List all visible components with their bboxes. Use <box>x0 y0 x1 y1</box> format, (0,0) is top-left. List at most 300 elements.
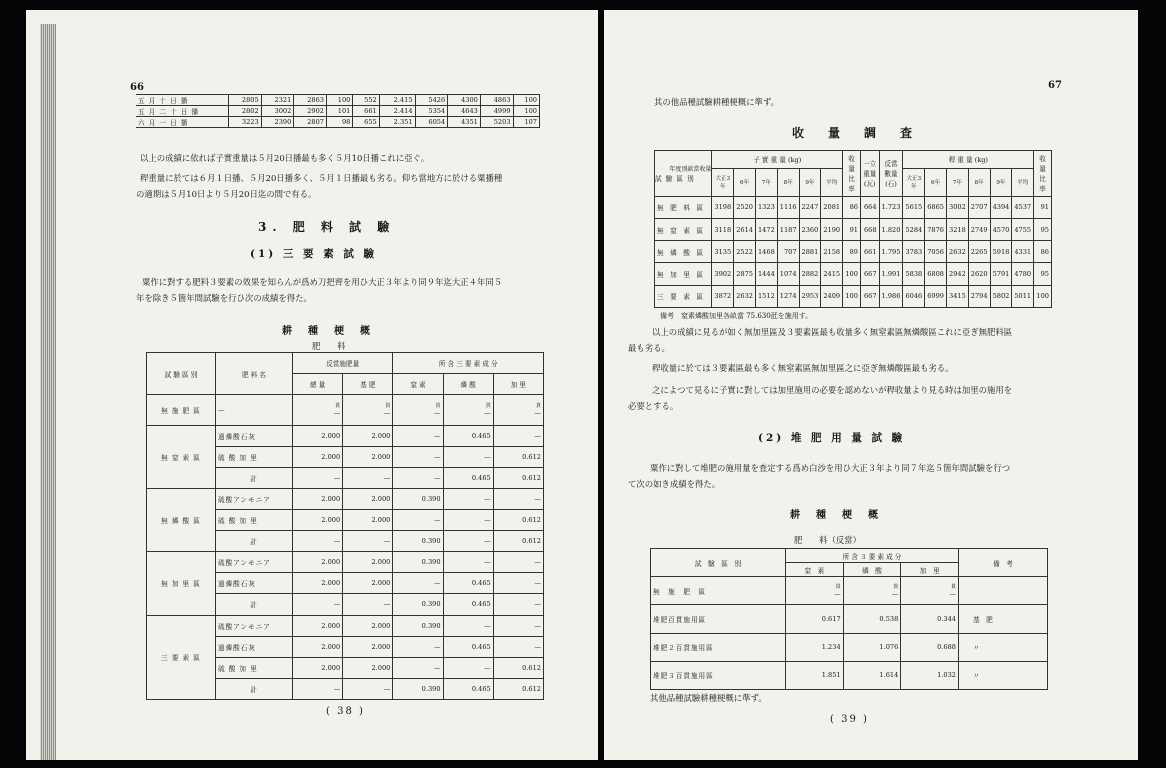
table-cell: 3002 <box>947 196 969 218</box>
table-cell: 3135 <box>712 241 734 263</box>
table-cell: 4643 <box>448 106 481 117</box>
table-cell: — <box>443 615 493 636</box>
row-label: 無 窒 素 區 <box>655 218 712 240</box>
left-paragraph-4: 粟作に對する肥料３要素の效果を知らんが爲め刀把齊を用ひ大正３年より同９年迄大正４年同５ <box>142 277 503 287</box>
table-cell: 2321 <box>261 95 294 106</box>
table-cell: 0.612 <box>493 467 543 488</box>
table-cell: 3872 <box>712 285 734 307</box>
table-cell: 91 <box>1034 196 1052 218</box>
table-cell: 3002 <box>261 106 294 117</box>
column-group-header: 反當施肥量 <box>293 353 393 374</box>
table-cell: — <box>343 531 393 552</box>
group-label: 無 加 里 區 <box>147 552 216 615</box>
table-cell: 552 <box>353 95 379 106</box>
unit-label: 貫 <box>385 403 391 410</box>
table-cell: 2360 <box>799 218 821 240</box>
right-subsection-heading: (2) 堆 肥 用 量 試 驗 <box>758 432 906 444</box>
table-cell: 0.390 <box>393 615 443 636</box>
fertilizer-name: 硫 酸 加 里 <box>216 446 293 467</box>
table-cell: 2881 <box>799 241 821 263</box>
table-cell: 貫 — <box>843 577 901 605</box>
row-label: 三 要 素 區 <box>655 285 712 307</box>
year-header: 大正3年 <box>903 168 925 196</box>
table-cell: 89 <box>843 241 861 263</box>
table-cell: — <box>443 531 493 552</box>
table-cell: 1.032 <box>901 661 959 689</box>
table-cell: 1444 <box>755 263 777 285</box>
table-cell: 3783 <box>903 241 925 263</box>
corner-top-label: 年度別畝當收量 <box>669 165 712 173</box>
table-cell: 6865 <box>925 196 947 218</box>
row-label: 五 月 十 日 播 <box>136 95 229 106</box>
year-header: 大正3年 <box>712 168 734 196</box>
table-cell: — <box>343 594 393 615</box>
table-cell: — <box>393 510 443 531</box>
column-header: 加 里 <box>493 374 543 395</box>
table-cell: 107 <box>513 117 539 128</box>
table-cell: 0.688 <box>901 633 959 661</box>
table-cell: 4863 <box>480 95 513 106</box>
column-header: 收量比率 <box>1034 151 1052 197</box>
table-cell: 貫 — <box>393 395 443 426</box>
table-cell: 貫 — <box>786 577 844 605</box>
unit-label: 貫 <box>485 403 491 410</box>
table-cell: 0.390 <box>393 489 443 510</box>
table-cell: 2.000 <box>293 657 343 678</box>
compost-table <box>650 548 1048 690</box>
table-cell: 2.000 <box>343 573 393 594</box>
table-cell: 3198 <box>712 196 734 218</box>
left-table-caption: 耕 種 梗 概 <box>282 326 373 337</box>
table-cell: 2415 <box>821 263 843 285</box>
table-cell: 4780 <box>1012 263 1034 285</box>
year-header: 9年 <box>990 168 1012 196</box>
table-cell: 2.000 <box>293 636 343 657</box>
right-page <box>604 10 1138 760</box>
table-cell: 661 <box>353 106 379 117</box>
table-cell: 1.614 <box>843 661 901 689</box>
unit-label: 貫 <box>893 584 899 591</box>
table-cell: 0.390 <box>393 678 443 699</box>
table-cell: 2794 <box>968 285 990 307</box>
row-label: 無 肥 料 區 <box>655 196 712 218</box>
table-cell: 2953 <box>799 285 821 307</box>
table-cell: 4394 <box>990 196 1012 218</box>
table-cell: 1274 <box>777 285 799 307</box>
table-cell: 3218 <box>947 218 969 240</box>
table-header-row <box>655 151 1052 169</box>
table-cell: 5802 <box>990 285 1012 307</box>
right-paragraph-4: 之によつて見るに子實に對しては加里施用の必要を認めないが稈收量より見る時は加里の施用を <box>652 385 1013 395</box>
column-group-header: 稈 重 量 (kg) <box>903 151 1034 169</box>
fertilizer-name: 硫 酸 加 里 <box>216 657 293 678</box>
unit-label: 貫 <box>950 584 956 591</box>
table-cell: 貫 — <box>343 395 393 426</box>
table-header-row <box>651 549 1048 563</box>
table-cell: 0.612 <box>493 678 543 699</box>
right-title: 收 量 調 査 <box>792 126 919 140</box>
table-cell: — <box>493 489 543 510</box>
table-cell: 貫 — <box>493 395 543 426</box>
left-table-subcaption: 肥 料 <box>312 341 346 351</box>
table-cell: 655 <box>353 117 379 128</box>
table-cell: 95 <box>1034 218 1052 240</box>
table-cell: 0.465 <box>443 467 493 488</box>
table-cell: 0.612 <box>493 657 543 678</box>
year-header: 7年 <box>947 168 969 196</box>
table-cell: 2.000 <box>343 510 393 531</box>
table-cell: 2632 <box>947 241 969 263</box>
fertilizer-name: 計 <box>216 594 293 615</box>
table-cell: 667 <box>860 285 879 307</box>
row-label: 堆肥２百貫施用區 <box>651 633 786 661</box>
table-cell: 2.000 <box>293 510 343 531</box>
table-cell: 0.465 <box>443 636 493 657</box>
table-cell: 5426 <box>415 95 448 106</box>
right-table-caption: 耕 種 梗 概 <box>790 510 881 521</box>
table-cell: 100 <box>1034 285 1052 307</box>
column-header: 燐 酸 <box>443 374 493 395</box>
table-cell: 5791 <box>990 263 1012 285</box>
left-page-number: 66 <box>130 82 144 93</box>
table-row <box>655 241 1052 263</box>
table-cell: 100 <box>843 263 861 285</box>
table-cell: 2265 <box>968 241 990 263</box>
unit-label: 貫 <box>335 403 341 410</box>
left-paragraph-3: の適期は５月10日より５月20日迄の間で有る。 <box>136 189 317 199</box>
table-cell: 7876 <box>925 218 947 240</box>
table-cell: 1468 <box>755 241 777 263</box>
table-row <box>655 218 1052 240</box>
table-cell: 貫 — <box>293 395 343 426</box>
table-cell: 2.000 <box>293 552 343 573</box>
column-header: 總 量 <box>293 374 343 395</box>
table-cell: 2.351 <box>379 117 415 128</box>
table-cell: 5918 <box>990 241 1012 263</box>
group-label: 無 窒 素 區 <box>147 425 216 488</box>
row-label: 五 月 二 十 日 播 <box>136 106 229 117</box>
fertilizer-name: 計 <box>216 531 293 552</box>
fertilizer-name: 計 <box>216 678 293 699</box>
table-cell: 5615 <box>903 196 925 218</box>
table-cell: — <box>393 446 443 467</box>
table-cell: 100 <box>513 106 539 117</box>
group-label: 無 施 肥 區 <box>147 395 216 426</box>
table-cell: 661 <box>860 241 879 263</box>
year-header: 6年 <box>925 168 947 196</box>
fertilizer-name: 硫 酸 加 里 <box>216 510 293 531</box>
table-cell: 1074 <box>777 263 799 285</box>
table-cell: 4300 <box>448 95 481 106</box>
table-cell: 1323 <box>755 196 777 218</box>
year-header: 7年 <box>755 168 777 196</box>
fertilizer-name: 過燐酸石灰 <box>216 573 293 594</box>
left-section-heading: 3. 肥 料 試 驗 <box>258 220 396 234</box>
table-cell: 2190 <box>821 218 843 240</box>
table-cell: 1187 <box>777 218 799 240</box>
column-header: 窒 素 <box>786 563 844 577</box>
right-paragraph-6: 粟作に對して堆肥の施用量を査定する爲め白沙を用ひ大正３年より同７年迄５箇年間試驗を行つ <box>650 463 1011 473</box>
table-cell: — <box>393 425 443 446</box>
fertilizer-name: — <box>216 395 293 426</box>
table-cell: 2749 <box>968 218 990 240</box>
table-cell: 0.390 <box>393 531 443 552</box>
table-cell: 2.000 <box>343 552 393 573</box>
fertilizer-name: 過燐酸石灰 <box>216 425 293 446</box>
right-note: 備考 窒素燐酸加里各畝當 75.630瓩を施用す。 <box>660 312 813 320</box>
table-cell: 2802 <box>229 106 262 117</box>
column-group-header: 所 含 三 要 素 成 分 <box>393 353 544 374</box>
table-cell: 100 <box>513 95 539 106</box>
table-cell: 2.000 <box>293 489 343 510</box>
table-cell: 2.414 <box>379 106 415 117</box>
table-cell: 0.344 <box>901 605 959 633</box>
right-paragraph-7: て次の如き成績を得た。 <box>628 479 721 489</box>
table-cell: 4755 <box>1012 218 1034 240</box>
table-cell: — <box>293 678 343 699</box>
table-cell: 0.465 <box>443 573 493 594</box>
group-label: 三 要 素 區 <box>147 615 216 699</box>
table-cell: 4331 <box>1012 241 1034 263</box>
left-subsection-heading: (1) 三 要 素 試 驗 <box>250 248 378 260</box>
table-cell: 0.390 <box>393 552 443 573</box>
table-cell: 707 <box>777 241 799 263</box>
table-cell: 3415 <box>947 285 969 307</box>
table-cell: 4999 <box>480 106 513 117</box>
table-row <box>655 285 1052 307</box>
table-cell: 100 <box>326 95 352 106</box>
table-cell: 2632 <box>734 285 756 307</box>
table-cell: 2.000 <box>343 615 393 636</box>
remark-cell: 〃 <box>959 633 1048 661</box>
right-paragraph-2: 最も劣る。 <box>628 343 670 353</box>
table-cell: — <box>443 510 493 531</box>
column-header: 基 肥 <box>343 374 393 395</box>
table-cell: 3118 <box>712 218 734 240</box>
column-header: 試 驗 區 別 <box>651 549 786 577</box>
left-page <box>26 10 598 760</box>
remark-cell <box>959 577 1048 605</box>
fertilizer-table <box>146 352 544 700</box>
column-header: 燐 酸 <box>843 563 901 577</box>
table-row <box>651 605 1048 633</box>
table-cell: 5011 <box>1012 285 1034 307</box>
table-cell: 2081 <box>821 196 843 218</box>
table-cell: 2.000 <box>343 425 393 446</box>
table-cell: 2614 <box>734 218 756 240</box>
table-cell: 2942 <box>947 263 969 285</box>
fertilizer-name: 硫酸アンモニア <box>216 615 293 636</box>
column-header: 備 考 <box>959 549 1048 577</box>
year-header: 平均 <box>821 168 843 196</box>
table-cell: 2863 <box>294 95 327 106</box>
right-page-number: 67 <box>1048 80 1062 91</box>
table-cell: 2.000 <box>293 425 343 446</box>
table-row <box>136 106 540 117</box>
table-row <box>147 395 544 426</box>
fertilizer-name: 硫酸アンモニア <box>216 552 293 573</box>
table-row <box>147 489 544 510</box>
remark-cell: 〃 <box>959 661 1048 689</box>
right-line-end: 其他品種試驗耕種梗概に準ず。 <box>650 693 767 703</box>
right-paragraph-5: 必要とする。 <box>628 401 679 411</box>
table-cell: 667 <box>860 263 879 285</box>
remark-cell: 基 肥 <box>959 605 1048 633</box>
table-row <box>655 196 1052 218</box>
table-cell: 0.612 <box>493 510 543 531</box>
table-cell: 2158 <box>821 241 843 263</box>
table-cell: 貫 — <box>443 395 493 426</box>
table-cell: 7056 <box>925 241 947 263</box>
table-cell: — <box>293 594 343 615</box>
row-label: 堆肥３百貫施用區 <box>651 661 786 689</box>
table-cell: 0.612 <box>493 446 543 467</box>
left-paragraph-2: 稈重量に於ては６月１日播、５月20日播多く、５月１日播最も劣る。仰ち當地方に於ける粟播種 <box>140 173 503 183</box>
table-cell: — <box>343 467 393 488</box>
table-cell: — <box>443 446 493 467</box>
table-cell: — <box>493 615 543 636</box>
table-cell: 100 <box>843 285 861 307</box>
column-group-header: 所 含 ３ 要 素 成 分 <box>786 549 959 563</box>
table-cell: 5203 <box>480 117 513 128</box>
table-cell: 2409 <box>821 285 843 307</box>
table-cell: 98 <box>326 117 352 128</box>
table-cell: — <box>393 573 443 594</box>
table-cell: — <box>443 489 493 510</box>
column-header: 試 驗 區 別 <box>147 353 216 395</box>
column-group-header: 子 實 重 量 (kg) <box>712 151 843 169</box>
table-cell: 2707 <box>968 196 990 218</box>
table-cell: 3902 <box>712 263 734 285</box>
table-cell: — <box>443 552 493 573</box>
table-cell: 3223 <box>229 117 262 128</box>
year-header: 8年 <box>968 168 990 196</box>
table-cell: 0.465 <box>443 594 493 615</box>
right-paragraph-3: 稈收量に於ては３要素區最も多く無窒素區無加里區之に亞ぎ無燐酸區最も劣る。 <box>652 363 954 373</box>
table-cell: — <box>443 657 493 678</box>
year-header: 8年 <box>777 168 799 196</box>
table-cell: — <box>393 636 443 657</box>
year-header: 9年 <box>799 168 821 196</box>
fertilizer-name: 計 <box>216 467 293 488</box>
table-cell: 4537 <box>1012 196 1034 218</box>
table-cell: — <box>393 467 443 488</box>
column-header: 肥 料 名 <box>216 353 293 395</box>
table-cell: 2522 <box>734 241 756 263</box>
table-cell: 2247 <box>799 196 821 218</box>
column-header: 一立重量(瓦) <box>860 151 879 197</box>
year-header: 6年 <box>734 168 756 196</box>
right-paragraph-1: 以上の成績に見るが如く無加里區及３要素區最も收量多く無窒素區無燐酸區これに亞ぎ無肥料區 <box>652 327 1013 337</box>
row-label: 無 燐 酸 區 <box>655 241 712 263</box>
table-cell: 5354 <box>415 106 448 117</box>
right-line-1: 其の他品種試驗耕種梗概に準ず。 <box>654 97 779 107</box>
table-cell: 86 <box>1034 241 1052 263</box>
table-cell: 1.851 <box>786 661 844 689</box>
right-page-footer: ( 39 ) <box>830 714 869 725</box>
table-header-row <box>147 353 544 374</box>
group-label: 無 燐 酸 區 <box>147 489 216 552</box>
column-header: 反當數量(石) <box>879 151 903 197</box>
row-label: 無 加 里 區 <box>655 263 712 285</box>
table-cell: 4351 <box>448 117 481 128</box>
table-cell: 2807 <box>294 117 327 128</box>
table-cell: 2520 <box>734 196 756 218</box>
table-cell: 1.234 <box>786 633 844 661</box>
left-page-footer: ( 38 ) <box>326 706 365 717</box>
table-cell: — <box>293 531 343 552</box>
left-paragraph-5: 年を除き５箇年間試驗を行ひ次の成績を得た。 <box>136 293 312 303</box>
table-cell: 6054 <box>415 117 448 128</box>
column-header: 收量比率 <box>843 151 861 197</box>
table-cell: 2390 <box>261 117 294 128</box>
right-table-subcaption: 肥 料（反當） <box>794 535 861 545</box>
column-header: 窒 素 <box>393 374 443 395</box>
table-row <box>136 95 540 106</box>
table-row <box>147 615 544 636</box>
table-cell: 1.076 <box>843 633 901 661</box>
table-cell: 101 <box>326 106 352 117</box>
table-cell: 1116 <box>777 196 799 218</box>
row-label: 無 施 肥 區 <box>651 577 786 605</box>
table-cell: 2.000 <box>293 446 343 467</box>
table-cell: 2882 <box>799 263 821 285</box>
table-cell: 2.000 <box>343 657 393 678</box>
table-cell: 2.000 <box>343 489 393 510</box>
table-cell: 6046 <box>903 285 925 307</box>
table-cell: 2620 <box>968 263 990 285</box>
table-cell: 0.465 <box>443 678 493 699</box>
table-cell: 5838 <box>903 263 925 285</box>
table-cell: 貫 — <box>901 577 959 605</box>
table-cell: 1.723 <box>879 196 903 218</box>
table-cell: 1.986 <box>879 285 903 307</box>
table-row <box>651 633 1048 661</box>
table-row <box>147 425 544 446</box>
table-cell: 5284 <box>903 218 925 240</box>
table-cell: 2875 <box>734 263 756 285</box>
table-cell: 4570 <box>990 218 1012 240</box>
table-cell: 1.820 <box>879 218 903 240</box>
column-header: 加 里 <box>901 563 959 577</box>
fertilizer-name: 硫酸アンモニア <box>216 489 293 510</box>
table-cell: 1.991 <box>879 263 903 285</box>
table-cell: 2902 <box>294 106 327 117</box>
table-cell: 664 <box>860 196 879 218</box>
table-cell: 6999 <box>925 285 947 307</box>
table-cell: 2.000 <box>343 446 393 467</box>
unit-label: 貫 <box>835 584 841 591</box>
table-cell: — <box>493 552 543 573</box>
table-cell: — <box>393 657 443 678</box>
table-cell: 668 <box>860 218 879 240</box>
corner-bottom-label: 試 驗 區 別 <box>655 174 695 183</box>
page-edge-stack <box>40 24 56 760</box>
table-cell: 95 <box>1034 263 1052 285</box>
table-cell: 2.000 <box>293 615 343 636</box>
table-row <box>651 661 1048 689</box>
corner-header <box>655 151 712 197</box>
table-cell: 0.465 <box>443 425 493 446</box>
table-cell: 2805 <box>229 95 262 106</box>
sowing-date-results-table <box>136 94 540 128</box>
table-cell: — <box>493 594 543 615</box>
yield-survey-table <box>654 150 1052 308</box>
table-cell: 2.000 <box>343 636 393 657</box>
left-paragraph-1: 以上の成績に依れば子實重量は５月20日播最も多く５月10日播これに亞ぐ。 <box>140 153 430 163</box>
table-cell: 0.390 <box>393 594 443 615</box>
table-cell: 2.000 <box>293 573 343 594</box>
